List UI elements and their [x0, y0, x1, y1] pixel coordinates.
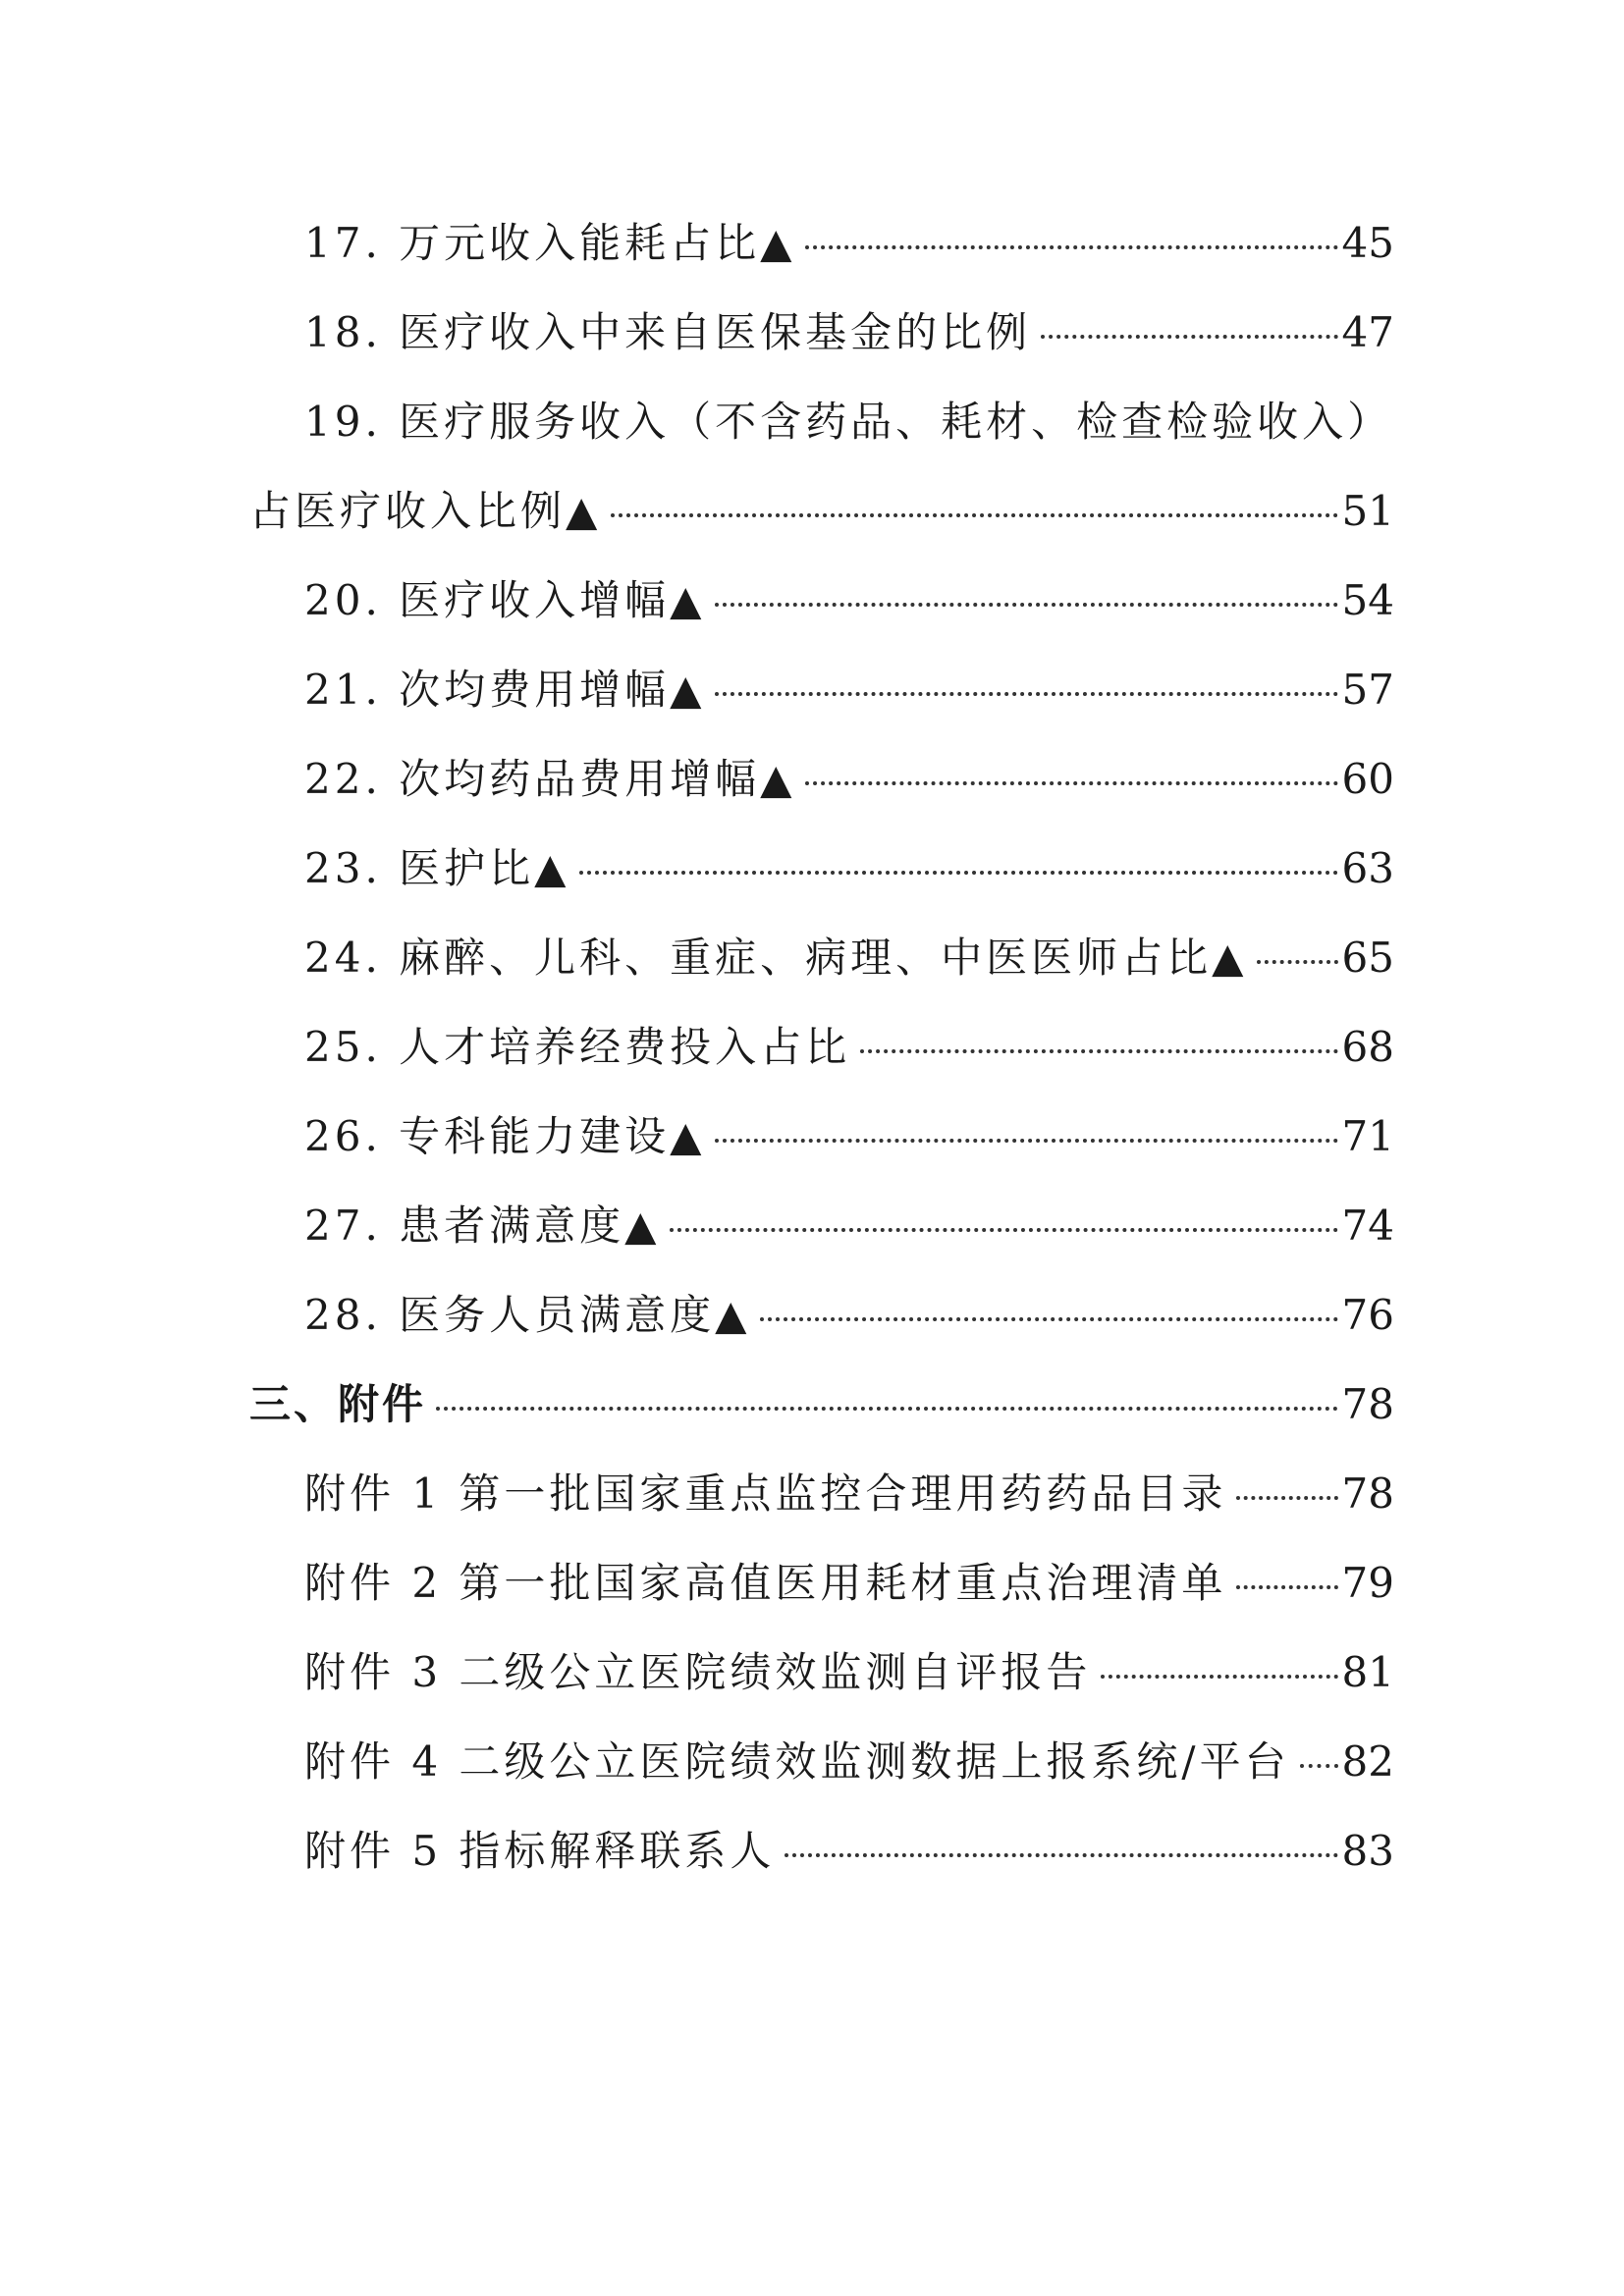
dot-leader — [1101, 1635, 1337, 1679]
toc-entry-title: 21. 次均费用增幅▲ — [304, 666, 706, 714]
toc-entry-17[interactable] — [304, 214, 1394, 273]
toc-entry-title: 28. 医务人员满意度▲ — [304, 1291, 751, 1339]
toc-entry-page: 45 — [1341, 219, 1394, 267]
toc-entry-page: 74 — [1341, 1201, 1394, 1250]
toc-entry-title: 附件 5 指标解释联系人 — [304, 1827, 776, 1875]
toc-entry-page: 57 — [1341, 666, 1394, 714]
toc-entry-21[interactable] — [304, 661, 1394, 720]
toc-entry-appendix-5[interactable] — [304, 1822, 1394, 1881]
toc-entry-25[interactable] — [304, 1018, 1394, 1077]
toc-entry-23[interactable] — [304, 839, 1394, 898]
toc-entry-18[interactable] — [304, 303, 1394, 362]
toc-entry-page: 83 — [1341, 1827, 1394, 1875]
toc-entry-page: 78 — [1341, 1469, 1394, 1518]
dot-leader — [1236, 1546, 1337, 1589]
toc-entry-appendix-2[interactable] — [304, 1554, 1394, 1613]
dot-leader — [1236, 1457, 1337, 1500]
dot-leader — [760, 1278, 1337, 1321]
dot-leader — [805, 206, 1337, 249]
dot-leader — [1257, 921, 1337, 964]
dot-leader — [1041, 295, 1337, 339]
toc-entry-title: 24. 麻醉、儿科、重症、病理、中医医师占比▲ — [304, 934, 1248, 982]
dot-leader — [785, 1814, 1337, 1857]
toc-entry-page: 76 — [1341, 1291, 1394, 1339]
dot-leader — [715, 653, 1337, 696]
toc-entry-appendix-4[interactable] — [304, 1733, 1394, 1791]
toc-entry-19[interactable] — [249, 482, 1394, 541]
toc-entry-title: 27. 患者满意度▲ — [304, 1201, 661, 1250]
toc-entry-page: 65 — [1341, 934, 1394, 982]
toc-entry-title: 25. 人才培养经费投入占比 — [304, 1023, 851, 1071]
dot-leader — [860, 1010, 1337, 1053]
toc-entry-page: 68 — [1341, 1023, 1394, 1071]
toc-entry-title: 附件 1 第一批国家重点监控合理用药药品目录 — [304, 1469, 1227, 1518]
toc-entry-page: 60 — [1341, 755, 1394, 803]
toc-entry-26[interactable] — [304, 1107, 1394, 1166]
toc-entry-appendix-3[interactable] — [304, 1643, 1394, 1702]
toc-entry-page: 78 — [1341, 1380, 1394, 1428]
toc-entry-title: 23. 医护比▲ — [304, 844, 570, 892]
toc-section-title: 三、附件 — [249, 1380, 427, 1428]
toc-entry-title: 附件 4 二级公立医院绩效监测数据上报系统/平台 — [304, 1737, 1290, 1786]
toc-entry-page: 51 — [1341, 487, 1394, 535]
toc-entry-title: 18. 医疗收入中来自医保基金的比例 — [304, 308, 1032, 356]
toc-entry-20[interactable] — [304, 571, 1394, 630]
toc-entry-title: 17. 万元收入能耗占比▲ — [304, 219, 796, 267]
toc-entry-28[interactable] — [304, 1286, 1394, 1345]
toc-entry-page: 79 — [1341, 1559, 1394, 1607]
toc-entry-page: 63 — [1341, 844, 1394, 892]
toc-entry-page: 71 — [1341, 1112, 1394, 1160]
toc-entry-page: 82 — [1341, 1737, 1394, 1786]
toc-entry-page: 47 — [1341, 308, 1394, 356]
toc-entry-title: 20. 医疗收入增幅▲ — [304, 576, 706, 624]
dot-leader — [715, 1099, 1337, 1143]
toc-entry-22[interactable] — [304, 750, 1394, 809]
toc-entry-title: 附件 2 第一批国家高值医用耗材重点治理清单 — [304, 1559, 1227, 1607]
dot-leader — [579, 831, 1337, 875]
dot-leader — [611, 474, 1337, 517]
toc-entry-title: 26. 专科能力建设▲ — [304, 1112, 706, 1160]
dot-leader — [805, 742, 1337, 785]
toc-entry-19-line1[interactable]: 19. 医疗服务收入（不含药品、耗材、检查检验收入） — [304, 398, 1393, 446]
dot-leader — [436, 1367, 1338, 1411]
dot-leader — [1300, 1725, 1338, 1768]
toc-entry-title: 22. 次均药品费用增幅▲ — [304, 755, 796, 803]
toc-section-appendix[interactable] — [249, 1375, 1394, 1434]
toc-entry-appendix-1[interactable] — [304, 1465, 1394, 1523]
dot-leader — [670, 1189, 1337, 1232]
toc-entry-title: 占医疗收入比例▲ — [249, 487, 602, 535]
toc-entry-page: 54 — [1341, 576, 1394, 624]
toc-entry-title: 附件 3 二级公立医院绩效监测自评报告 — [304, 1648, 1092, 1696]
toc-entry-page: 81 — [1341, 1648, 1394, 1696]
toc-entry-24[interactable] — [304, 929, 1394, 988]
dot-leader — [715, 563, 1337, 607]
toc-entry-27[interactable] — [304, 1197, 1394, 1255]
